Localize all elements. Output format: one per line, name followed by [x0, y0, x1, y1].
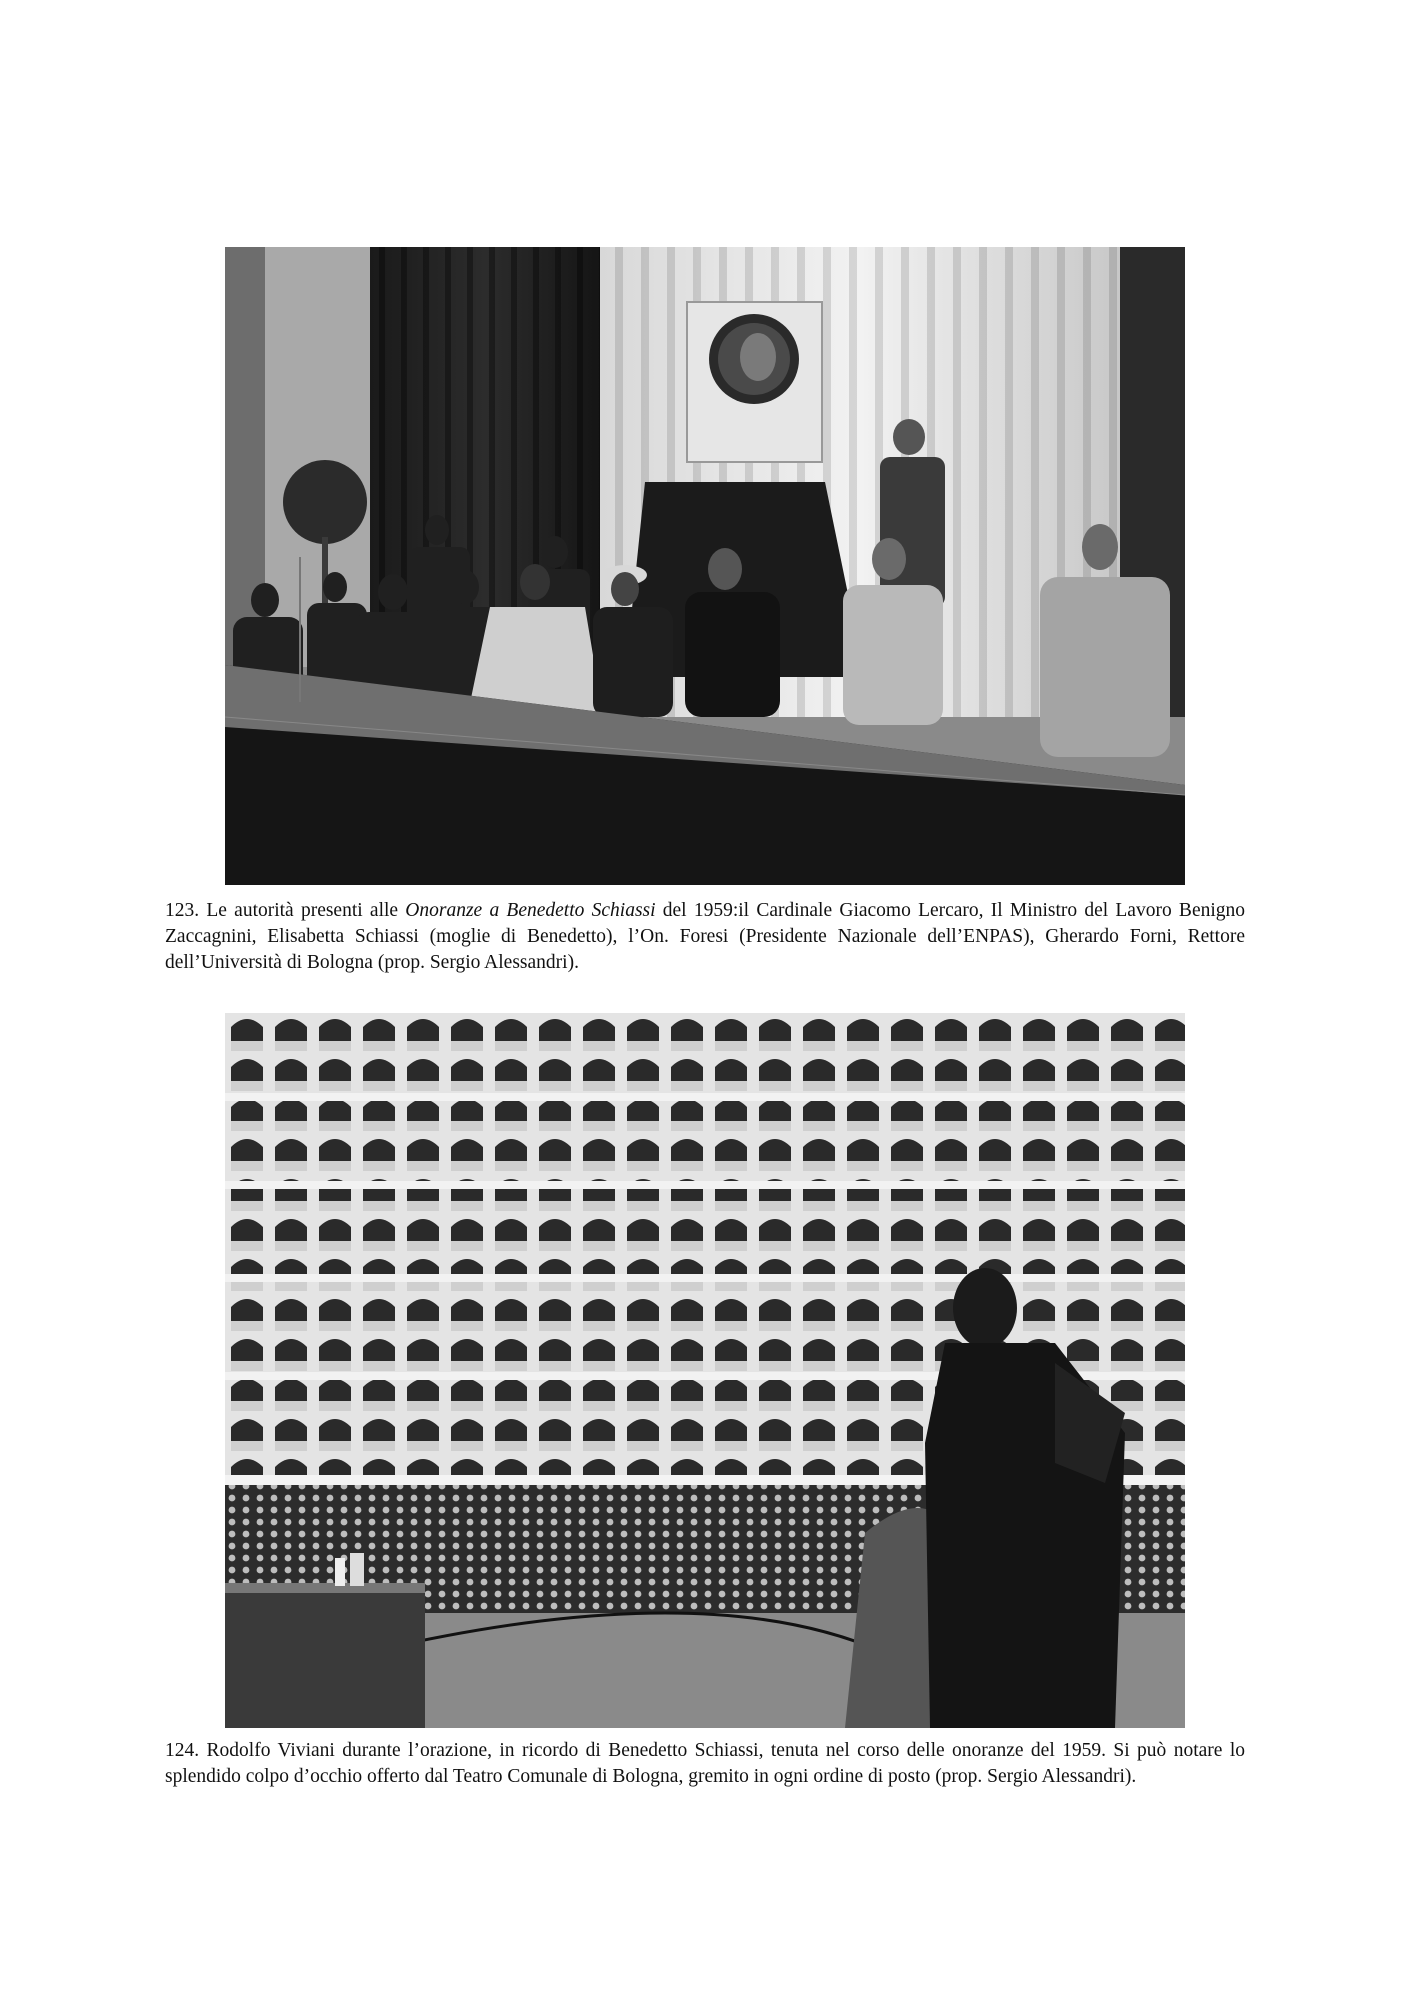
caption-text: Le autorità presenti alle — [206, 900, 399, 921]
figure-number: 123. — [165, 900, 200, 921]
caption-event-title: Onoranze a Benedetto Schiassi — [405, 900, 656, 921]
photo-dignitaries-stage — [225, 247, 1185, 885]
figure-number: 124. — [165, 1740, 200, 1761]
caption-text: Rodolfo Viviani durante l’orazione, in ricordo di Benedetto Schiassi, tenuta nel corso delle onoranze del 1959. Si può notare lo splendido colpo d’occhio offerto dal Teatro Comunale di Bologna, gremito in ogni ordine di posto (prop. Sergio Alessandri). — [165, 1740, 1245, 1787]
caption-text: del 1959:il Cardinale Giacomo Lercaro, Il Ministro del Lavoro Benigno Zaccagnini, Elisabetta Schiassi (moglie di Benedetto), l’On. Foresi (Presidente Nazionale dell’ENPAS), Gherardo Forni, Rettore dell’Università di Bologna (prop. Sergio Alessandri). — [165, 900, 1246, 973]
photo-theatre-illustration — [225, 1013, 1185, 1728]
photo-teatro-comunale — [225, 1013, 1185, 1728]
figure-124-caption — [165, 1738, 1245, 1790]
figure-123-caption — [165, 898, 1245, 976]
photo-dignitaries-illustration — [225, 247, 1185, 885]
